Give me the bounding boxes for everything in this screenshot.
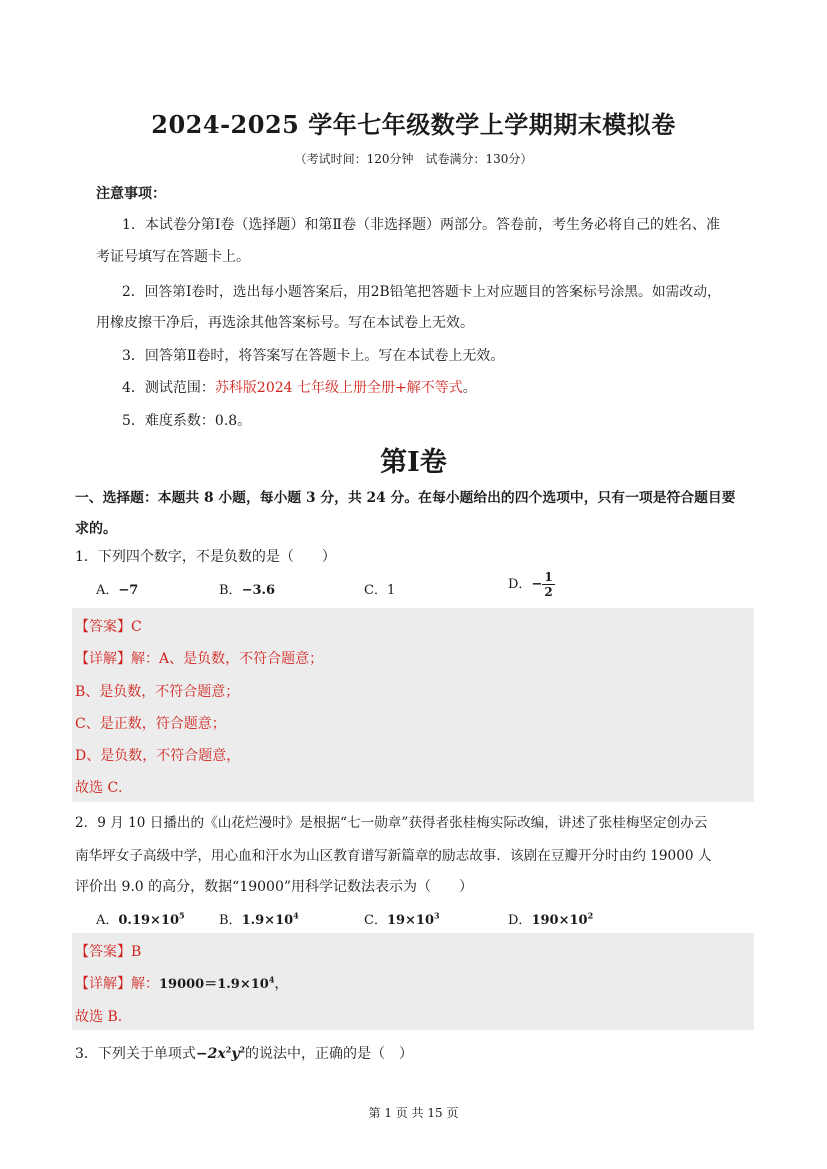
q1-detail-label: 【详解】: [75, 651, 131, 667]
q3-monomial-exp1: 2: [225, 1044, 232, 1055]
q1-detail-line4: D、是负数，不符合题意，: [75, 748, 241, 764]
notice-item4: [122, 377, 477, 397]
notice-item1-line1: 1．本试卷分第Ⅰ卷（选择题）和第Ⅱ卷（非选择题）两部分。答卷前，考生务必将自己的姓名、准: [122, 217, 720, 233]
q2-option-c-base: 19×10: [386, 913, 435, 928]
q1-option-a-label: A．: [96, 583, 119, 598]
q1-option-b-label: B．: [219, 583, 242, 598]
q2-detail-expression: 19000＝1.9×10: [159, 977, 269, 992]
notice-item1-line2: 考证号填写在答题卡上。: [96, 249, 250, 265]
q2-conclusion: 故选 B．: [75, 1009, 132, 1025]
page-footer: 第 1 页 共 15 页: [368, 1106, 459, 1120]
exam-subtitle: （考试时间：120分钟 试卷满分：130分）: [294, 152, 533, 166]
volume-title: 第Ⅰ卷: [380, 447, 447, 478]
q2-option-b: [219, 909, 299, 928]
q3-monomial-coef: −2x: [195, 1046, 226, 1062]
q2-stem-line2: 南华坪女子高级中学，用心血和汗水为山区教育谱写新篇章的励志故事．该剧在豆瓣开分时由约 19000 人: [75, 848, 712, 864]
q2-stem-line1: 2．9 月 10 日播出的《山花烂漫时》是根据“七一勋章”获得者张桂梅实际改编，讲述了张桂梅坚定创办云: [75, 815, 708, 831]
q2-option-d-exponent: 2: [587, 910, 594, 921]
q1-option-d: [508, 570, 555, 599]
q1-option-a-value: −7: [118, 583, 139, 598]
q2-answer-label: 【答案】: [75, 944, 131, 960]
q3-monomial-exp2: 2: [239, 1044, 246, 1055]
q2-option-c: [364, 909, 440, 928]
q2-answer-value: B: [131, 944, 142, 960]
q1-option-a: [96, 579, 138, 598]
notice-item4-suffix: 。: [462, 380, 477, 396]
q2-option-b-base: 1.9×10: [241, 913, 294, 928]
q2-answer: [75, 941, 141, 961]
q2-detail-exponent: 4: [268, 974, 275, 985]
q1-detail-line3: C、是正数，符合题意；: [75, 716, 226, 732]
notice-item2-line1: 2．回答第Ⅰ卷时，选出每小题答案后，用2B铅笔把答题卡上对应题目的答案标号涂黑。如需改动，: [122, 284, 721, 300]
q2-detail-suffix: ，: [274, 976, 289, 992]
q2-option-c-exponent: 3: [434, 910, 440, 921]
exam-title: 2024-2025 学年七年级数学上学期期末模拟卷: [151, 110, 676, 139]
q2-stem-line3: 评价出 9.0 的高分，数据“19000”用科学记数法表示为（ ）: [75, 879, 474, 895]
q1-answer-box: [72, 608, 754, 802]
q2-detail-prefix: 解：: [131, 976, 159, 992]
notice-item5: 5．难度系数：0.8。: [122, 413, 252, 429]
q2-option-a-base: 0.19×10: [118, 913, 180, 928]
test-scope: 苏科版2024 七年级上册全册+解不等式: [214, 380, 463, 396]
notice-item3: 3．回答第Ⅱ卷时，将答案写在答题卡上。写在本试卷上无效。: [122, 348, 505, 364]
section1-heading-line1: 一、选择题：本题共 8 小题，每小题 3 分，共 24 分。在每小题给出的四个选项中，只有一项是符合题目要: [75, 490, 736, 506]
q1-detail-line1: [75, 648, 323, 668]
q3-stem-prefix: 3．下列关于单项式: [75, 1046, 196, 1062]
q2-option-a-exponent: 5: [179, 910, 185, 921]
q3-monomial-y: y: [231, 1046, 240, 1062]
q1-option-b: [219, 579, 275, 598]
q2-option-b-label: B．: [219, 913, 242, 928]
q1-answer-value: C: [131, 619, 142, 635]
q2-detail-label: 【详解】: [75, 976, 131, 992]
section1-heading-line2: 求的。: [75, 521, 117, 537]
q2-detail: [75, 973, 288, 993]
q1-detail-text: 解：A、是负数，不符合题意；: [131, 651, 324, 667]
q1-detail-line2: B、是负数，不符合题意；: [75, 684, 240, 700]
q1-option-b-value: −3.6: [241, 583, 276, 598]
q1-answer-label: 【答案】: [75, 619, 131, 635]
fraction-numerator: 1: [544, 570, 553, 584]
q2-option-a: [96, 909, 185, 928]
q1-option-d-label: D．: [508, 577, 532, 592]
q2-option-a-label: A．: [96, 913, 119, 928]
q1-option-d-sign: −: [531, 577, 543, 592]
q2-option-d-label: D．: [508, 913, 532, 928]
q1-conclusion: 故选 C．: [75, 780, 133, 796]
q1-answer: [75, 616, 142, 636]
notice-heading: 注意事项：: [96, 186, 166, 202]
q2-option-d: [508, 909, 593, 928]
q1-stem: 1．下列四个数字，不是负数的是（ ）: [75, 549, 336, 565]
notice-item2-line2: 用橡皮擦干净后，再选涂其他答案标号。写在本试卷上无效。: [96, 315, 474, 331]
fraction-denominator: 2: [544, 585, 553, 599]
notice-item4-prefix: 4．测试范围：: [122, 380, 215, 396]
q2-option-d-base: 190×10: [531, 913, 588, 928]
q1-option-c: C．1: [364, 583, 396, 598]
q2-option-c-label: C．: [364, 913, 387, 928]
q3-stem-suffix: 的说法中，正确的是（ ）: [245, 1046, 414, 1062]
q2-option-b-exponent: 4: [293, 910, 299, 921]
q1-option-d-fraction: [542, 570, 554, 599]
q3-stem: [75, 1043, 413, 1063]
